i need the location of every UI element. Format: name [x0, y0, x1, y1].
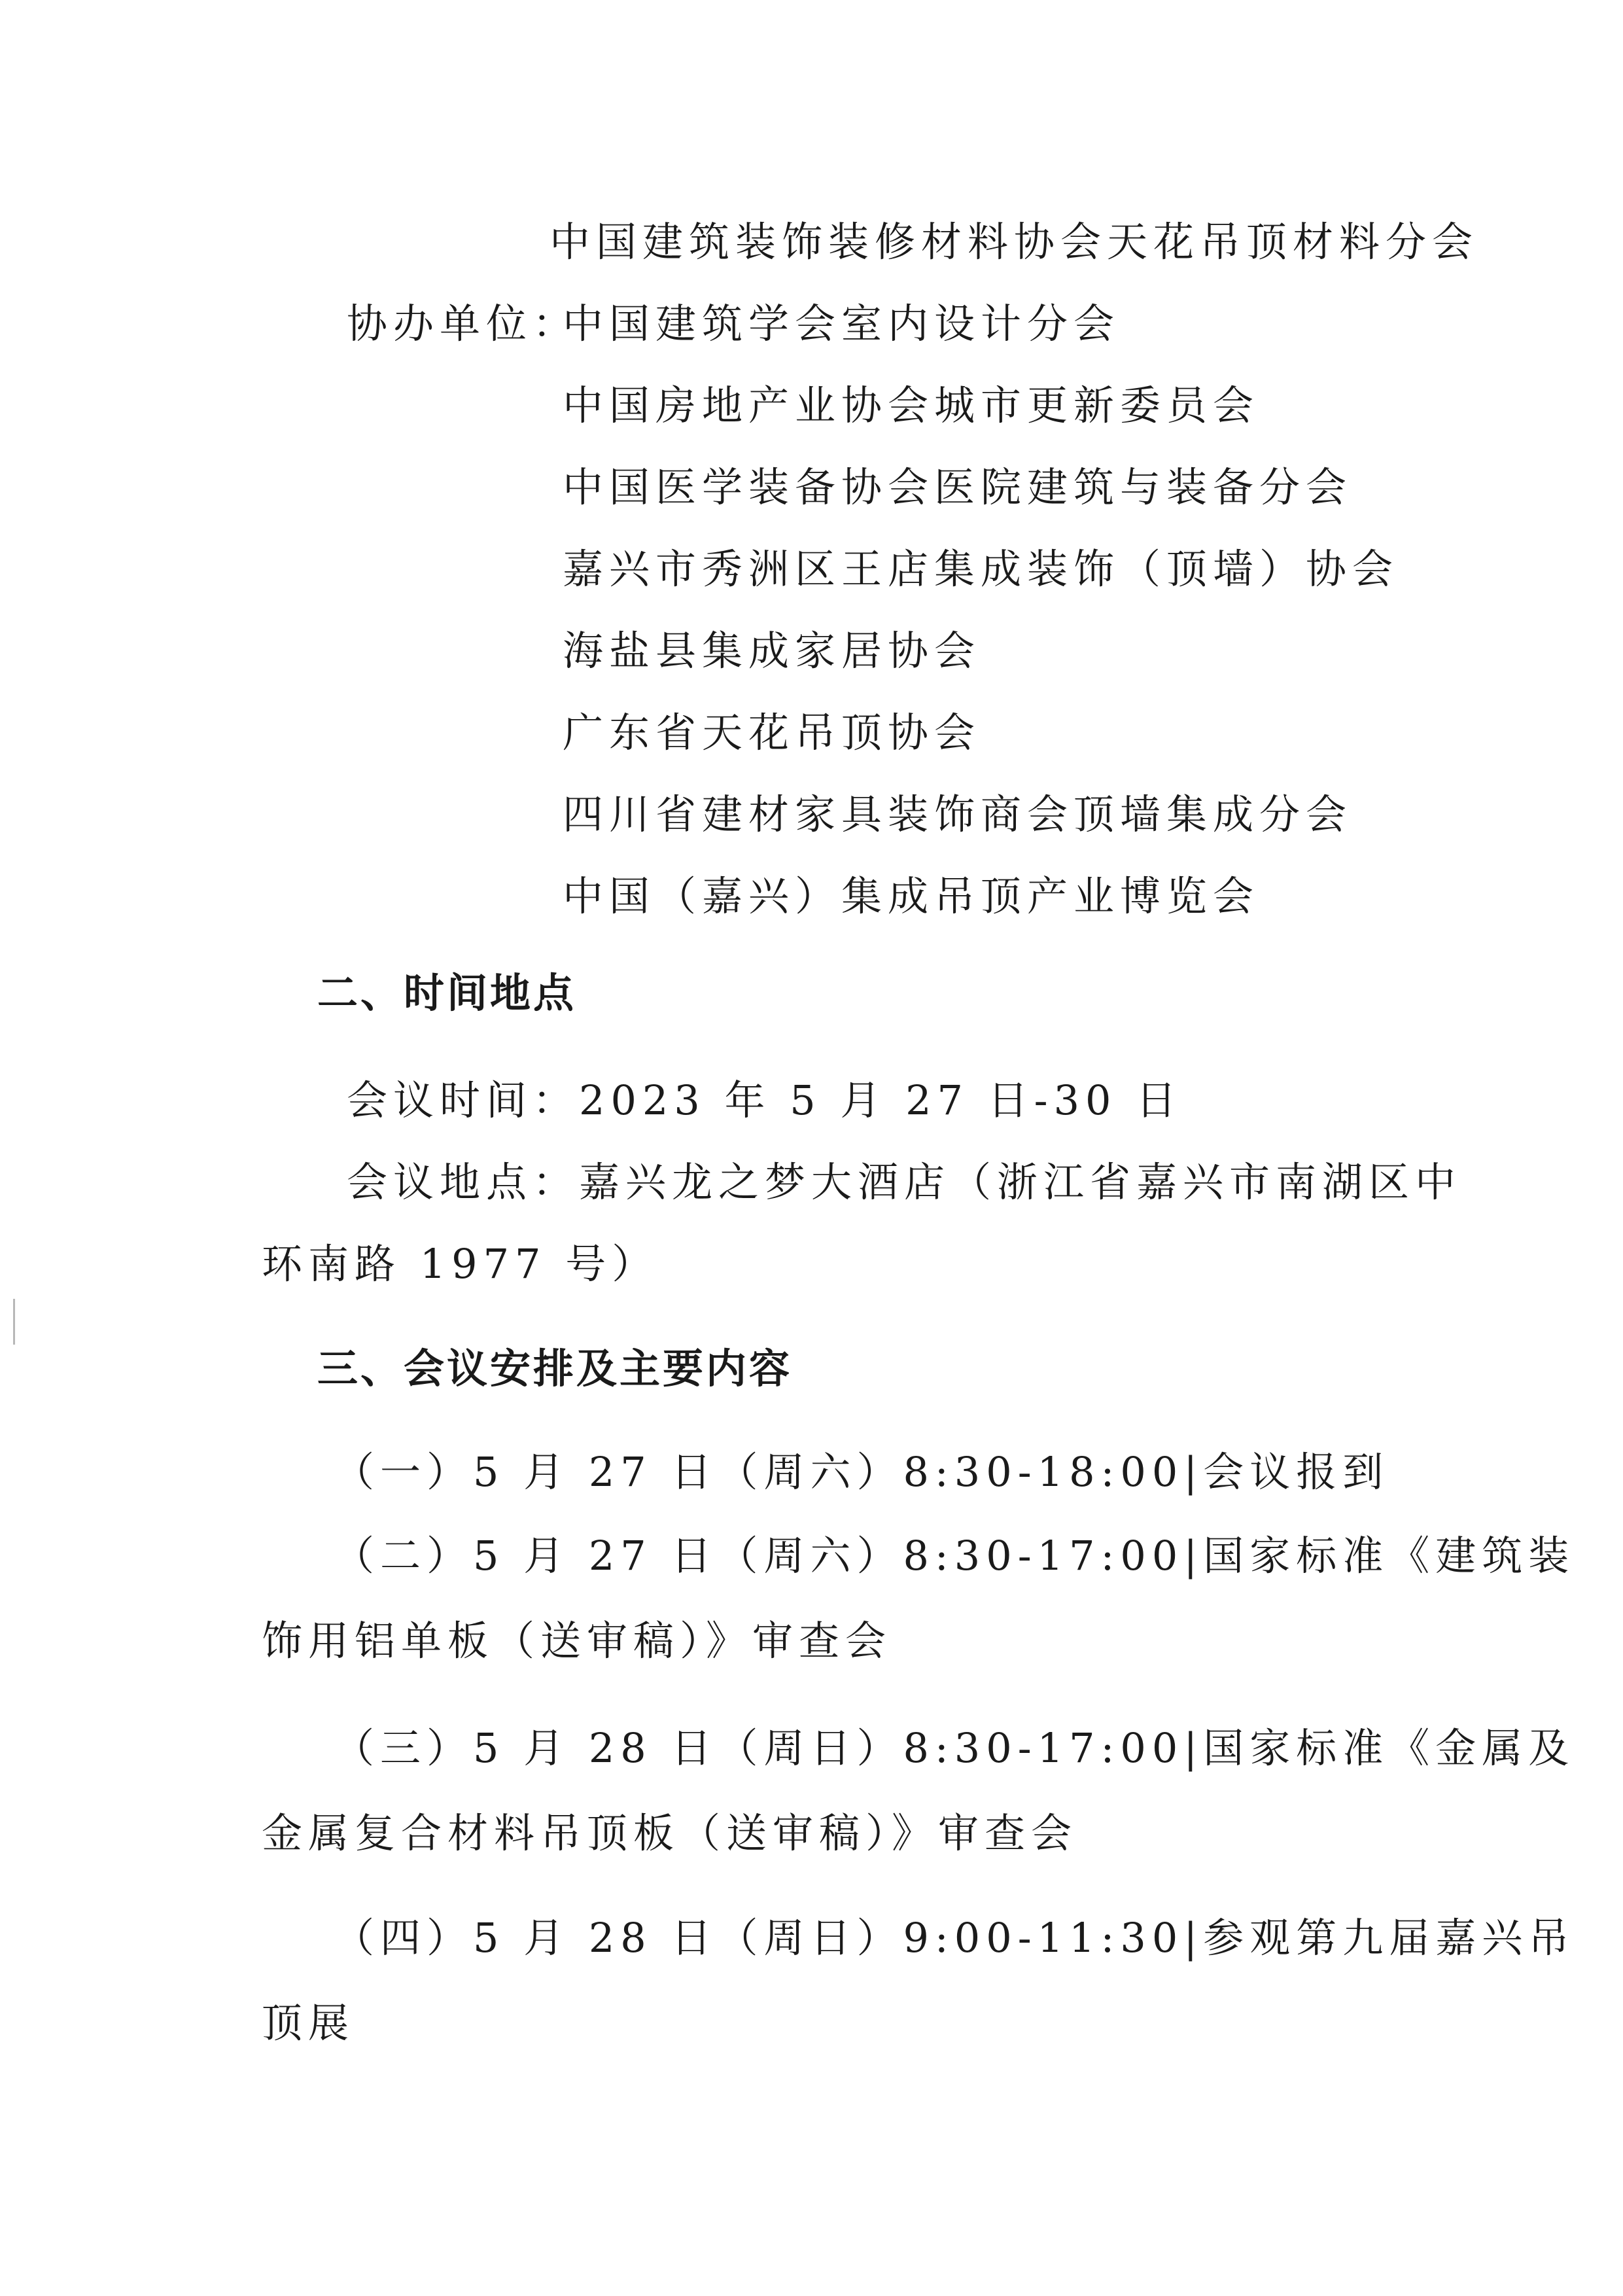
scan-artifact: [13, 1299, 15, 1345]
co-organizer-item: 嘉兴市秀洲区王店集成装饰（顶墙）协会: [563, 545, 1399, 593]
meeting-time: 会议时间：2023 年 5 月 27 日-30 日: [347, 1076, 1183, 1124]
agenda-item-continued: 顶展: [262, 1999, 355, 2047]
meeting-place: 会议地点：嘉兴龙之梦大酒店（浙江省嘉兴市南湖区中: [347, 1158, 1462, 1206]
organizer-continued-line: 中国建筑装饰装修材料协会天花吊顶材料分会: [550, 218, 1479, 266]
co-organizer-item: 中国医学装备协会医院建筑与装备分会: [563, 463, 1353, 511]
agenda-item-continued: 金属复合材料吊顶板（送审稿）》审查会: [262, 1809, 1078, 1857]
meeting-place-continued: 环南路 1977 号）: [262, 1240, 659, 1288]
co-organizer-item: 中国（嘉兴）集成吊顶产业博览会: [563, 872, 1260, 920]
co-organizer-item: 四川省建材家具装饰商会顶墙集成分会: [563, 790, 1353, 838]
agenda-item: （四）5 月 28 日（周日）9:00-11:30|参观第九届嘉兴吊: [334, 1914, 1575, 1962]
co-organizer-item: 中国建筑学会室内设计分会: [563, 300, 1121, 347]
co-organizer-item: 广东省天花吊顶协会: [563, 709, 981, 756]
section-heading-agenda: 三、会议安排及主要内容: [317, 1345, 793, 1392]
agenda-item: （二）5 月 27 日（周六）8:30-17:00|国家标准《建筑装: [334, 1532, 1575, 1580]
co-organizer-label: 协办单位：: [347, 300, 580, 347]
co-organizer-item: 海盐县集成家居协会: [563, 627, 981, 675]
agenda-item: （一）5 月 27 日（周六）8:30-18:00|会议报到: [334, 1448, 1389, 1496]
agenda-item: （三）5 月 28 日（周日）8:30-17:00|国家标准《金属及: [334, 1724, 1575, 1772]
co-organizer-item: 中国房地产业协会城市更新委员会: [563, 381, 1260, 429]
section-heading-time-place: 二、时间地点: [317, 969, 577, 1017]
agenda-item-continued: 饰用铝单板（送审稿）》审查会: [262, 1617, 892, 1665]
